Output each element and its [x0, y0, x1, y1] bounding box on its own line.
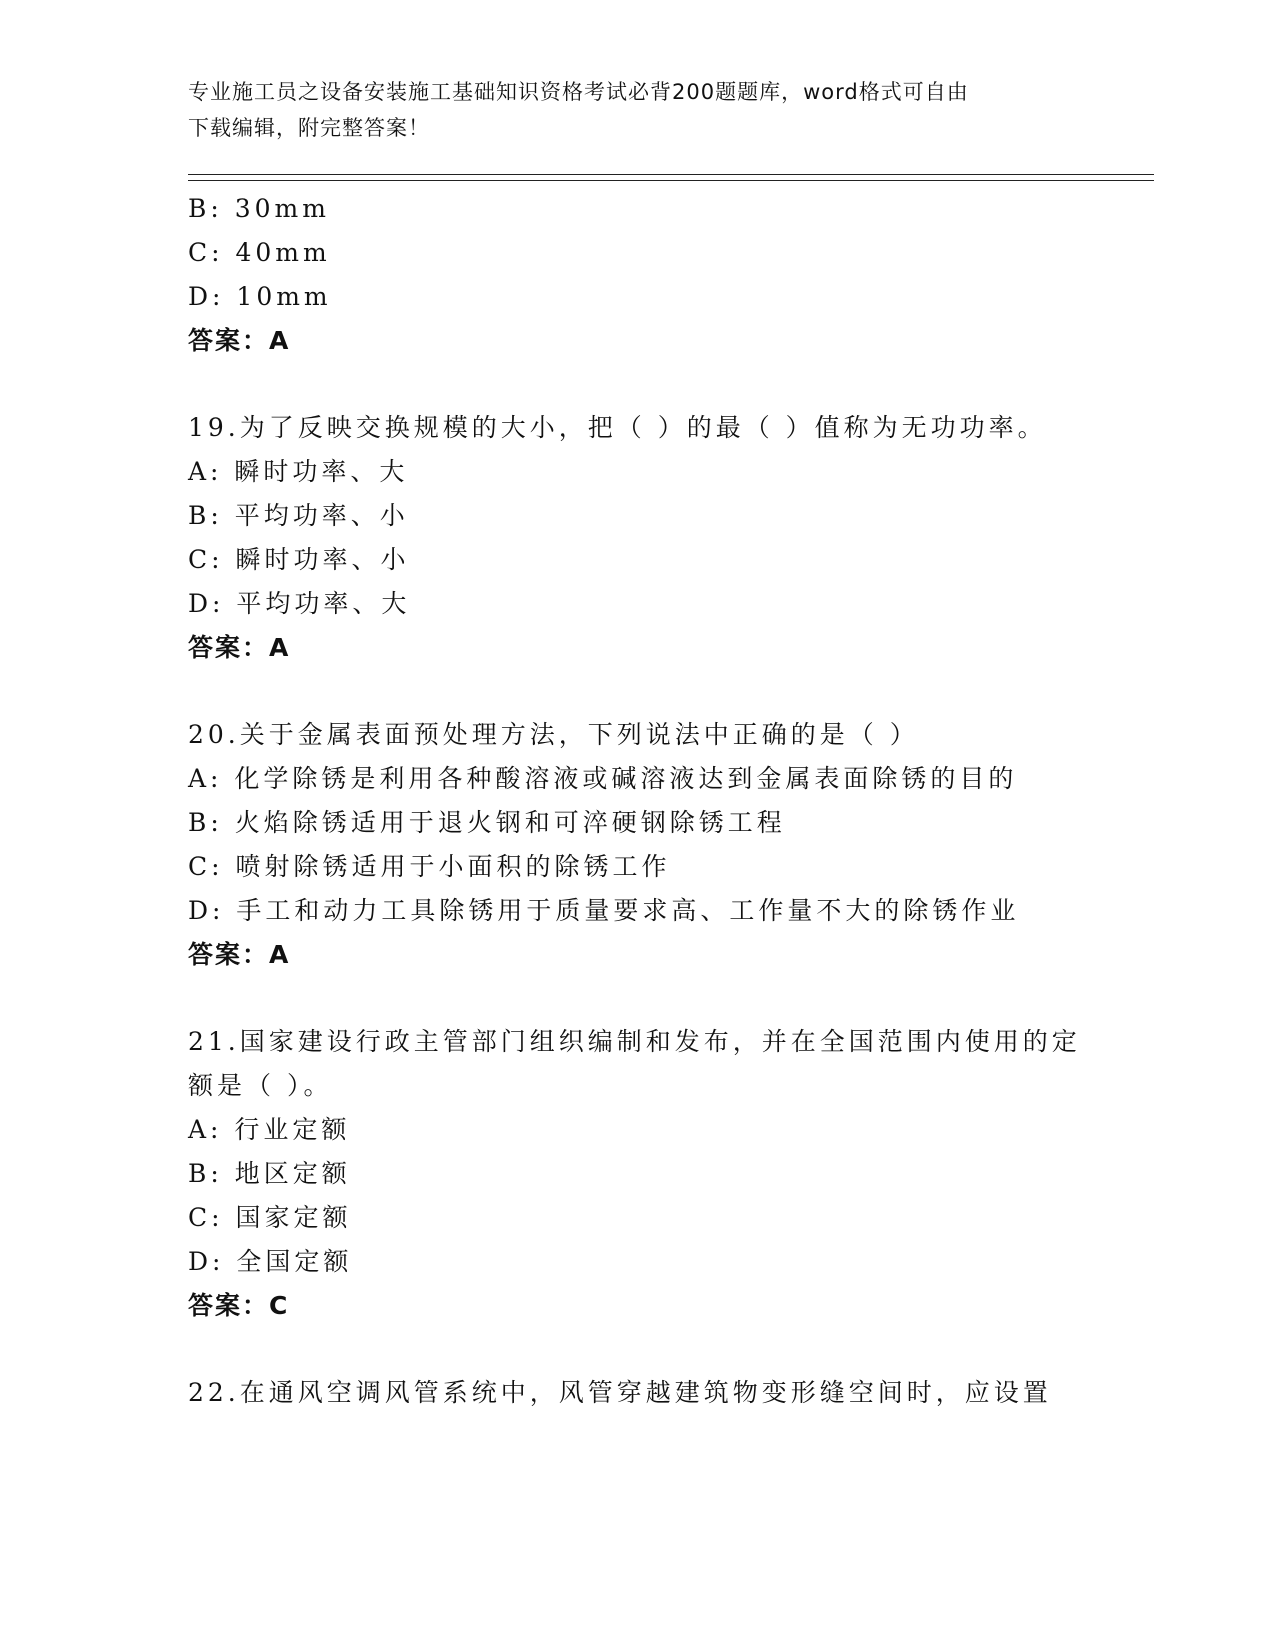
q21-stem-line-1: 21.国家建设行政主管部门组织编制和发布，并在全国范围内使用的定: [188, 1027, 1081, 1056]
q20-option-b: B: 火焰除锈适用于退火钢和可淬硬钢除锈工程: [188, 808, 786, 837]
prev-option-c: C: 40mm: [188, 238, 331, 267]
q19-answer: 答案：A: [188, 633, 291, 662]
q22-stem: 22.在通风空调风管系统中，风管穿越建筑物变形缝空间时，应设置: [188, 1378, 1052, 1407]
prev-option-b: B: 30mm: [188, 194, 330, 223]
q21-option-c: C: 国家定额: [188, 1203, 352, 1232]
q20-answer: 答案：A: [188, 940, 291, 969]
q19-option-b: B: 平均功率、小: [188, 501, 409, 530]
q21-answer: 答案：C: [188, 1291, 290, 1320]
q20-option-a: A: 化学除锈是利用各种酸溶液或碱溶液达到金属表面除锈的目的: [188, 764, 1018, 793]
header-line-1: 专业施工员之设备安装施工基础知识资格考试必背200题题库，word格式可自由: [188, 80, 969, 104]
q21-option-d: D: 全国定额: [188, 1247, 353, 1276]
header-line-2: 下载编辑，附完整答案！: [188, 116, 430, 140]
prev-option-d: D: 10mm: [188, 282, 332, 311]
q21-option-b: B: 地区定额: [188, 1159, 351, 1188]
q21-option-a: A: 行业定额: [188, 1115, 351, 1144]
header-rule-bottom: [188, 180, 1154, 181]
prev-answer: 答案：A: [188, 326, 291, 355]
header-rule-top: [188, 174, 1154, 175]
q21-stem-line-2: 额是（ ）。: [188, 1071, 333, 1100]
q20-option-c: C: 喷射除锈适用于小面积的除锈工作: [188, 852, 671, 881]
document-header: [188, 74, 1068, 146]
q19-stem: 19.为了反映交换规模的大小，把（ ）的最（ ）值称为无功功率。: [188, 413, 1047, 442]
q20-option-d: D: 手工和动力工具除锈用于质量要求高、工作量不大的除锈作业: [188, 896, 1020, 925]
q19-option-c: C: 瞬时功率、小: [188, 545, 410, 574]
q19-option-d: D: 平均功率、大: [188, 589, 411, 618]
q20-stem: 20.关于金属表面预处理方法，下列说法中正确的是（ ）: [188, 720, 919, 749]
q19-option-a: A: 瞬时功率、大: [188, 457, 409, 486]
